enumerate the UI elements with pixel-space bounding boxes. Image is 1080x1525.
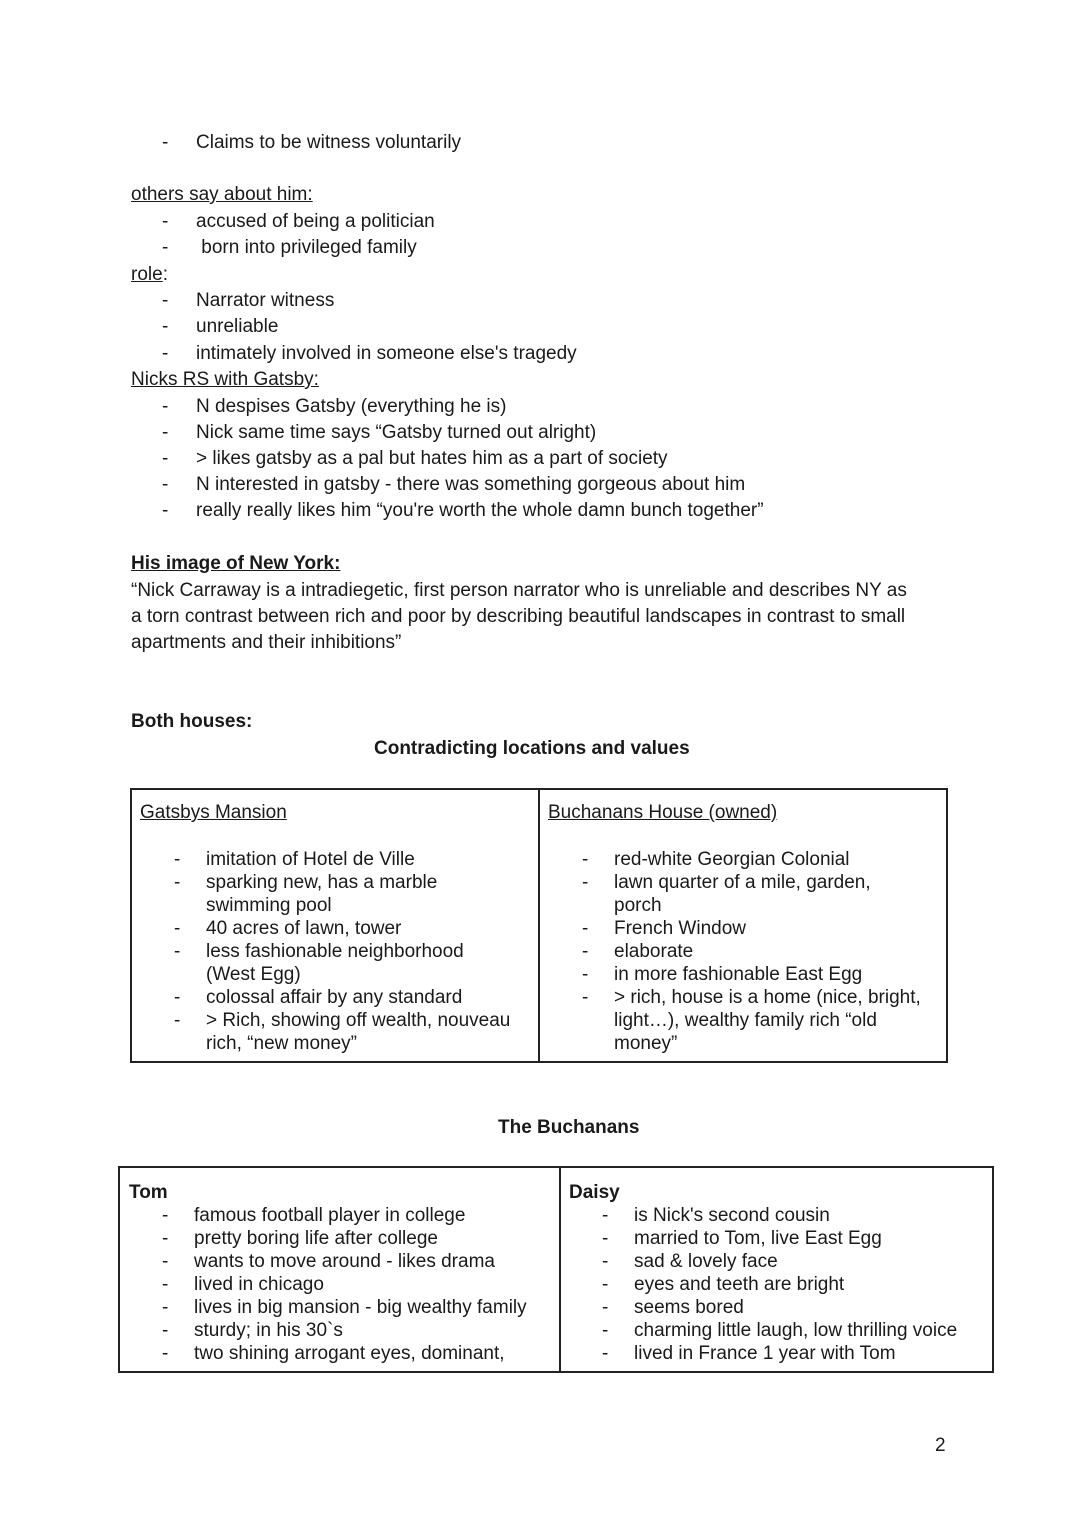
list-item-text: famous football player in college (194, 1205, 466, 1226)
gatsby-mansion-list (174, 848, 536, 1055)
dash: - (162, 132, 169, 153)
dash: - (174, 1010, 181, 1031)
list-item (174, 848, 536, 871)
list-item-text: lived in France 1 year with Tom (634, 1343, 896, 1364)
list-item-text: born into privileged family (196, 237, 417, 258)
dash: - (582, 918, 589, 939)
list-item-text: wants to move around - likes drama (194, 1251, 495, 1272)
dash: - (174, 987, 181, 1008)
gatsby-mansion-cell (131, 789, 539, 1062)
list-item-text: married to Tom, live East Egg (634, 1228, 882, 1249)
dash: - (162, 343, 169, 364)
buchanans-heading: The Buchanans (498, 1117, 640, 1138)
list-item-text: lawn quarter of a mile, garden, (614, 872, 871, 893)
dash: - (162, 1343, 169, 1364)
list-item-text: Nick same time says “Gatsby turned out alright) (196, 422, 597, 443)
list-item-text: red-white Georgian Colonial (614, 849, 850, 870)
dash: - (162, 237, 169, 258)
dash: - (162, 1274, 169, 1295)
dash: - (602, 1205, 609, 1226)
list-item-text: money” (614, 1033, 678, 1054)
dash: - (582, 941, 589, 962)
daisy-cell (560, 1167, 993, 1372)
houses-subheading: Contradicting locations and values (374, 738, 690, 759)
dash: - (162, 1297, 169, 1318)
list-item (582, 963, 944, 986)
gatsby-mansion-title: Gatsbys Mansion (140, 802, 287, 823)
list-item-text: > likes gatsby as a pal but hates him as a part of society (196, 448, 668, 469)
dash: - (582, 964, 589, 985)
list-item (174, 871, 536, 917)
list-item-text: 40 acres of lawn, tower (206, 918, 402, 939)
list-item (174, 986, 536, 1009)
dash: - (162, 290, 169, 311)
dash: - (174, 872, 181, 893)
list-item (162, 1250, 559, 1273)
others-heading: others say about him: (131, 184, 313, 205)
list-item-text: elaborate (614, 941, 694, 962)
list-item (162, 1273, 559, 1296)
role-heading-label: role (131, 264, 163, 285)
list-item (602, 1204, 994, 1227)
list-item-text: in more fashionable East Egg (614, 964, 863, 985)
list-item-text: lived in chicago (194, 1274, 324, 1295)
list-item (174, 1009, 536, 1055)
image-ny-line: apartments and their inhibitions” (131, 632, 402, 653)
tom-list (162, 1204, 559, 1365)
tom-cell (119, 1167, 560, 1372)
dash: - (602, 1274, 609, 1295)
houses-table (130, 788, 948, 1063)
list-item (582, 940, 944, 963)
list-item-text: unreliable (196, 316, 279, 337)
dash: - (162, 1320, 169, 1341)
dash: - (602, 1320, 609, 1341)
list-item-text: sparking new, has a marble (206, 872, 438, 893)
list-item (602, 1250, 994, 1273)
list-item (162, 1204, 559, 1227)
list-item (602, 1227, 994, 1250)
list-item (162, 1319, 559, 1342)
list-item-text: pretty boring life after college (194, 1228, 438, 1249)
dash: - (162, 316, 169, 337)
image-ny-line: “Nick Carraway is a intradiegetic, first person narrator who is unreliable and describes NY as (131, 580, 907, 601)
list-item-text: accused of being a politician (196, 211, 435, 232)
dash: - (174, 941, 181, 962)
dash: - (602, 1343, 609, 1364)
dash: - (582, 872, 589, 893)
dash: - (162, 422, 169, 443)
dash: - (162, 1228, 169, 1249)
list-item-text: N interested in gatsby - there was something gorgeous about him (196, 474, 746, 495)
rs-heading: Nicks RS with Gatsby: (131, 369, 319, 390)
list-item-text: > rich, house is a home (nice, bright, (614, 987, 921, 1008)
dash: - (162, 396, 169, 417)
page-number: 2 (935, 1435, 946, 1456)
dash: - (162, 211, 169, 232)
list-item-text: sad & lovely face (634, 1251, 778, 1272)
list-item (582, 871, 944, 917)
list-item (582, 986, 944, 1055)
dash: - (162, 448, 169, 469)
list-item-text: less fashionable neighborhood (206, 941, 464, 962)
dash: - (162, 1251, 169, 1272)
list-item-text: light…), wealthy family rich “old (614, 1010, 877, 1031)
intro-bullet-text: Claims to be witness voluntarily (196, 132, 462, 153)
houses-heading: Both houses: (131, 711, 253, 732)
list-item-text: N despises Gatsby (everything he is) (196, 396, 507, 417)
list-item-text: colossal affair by any standard (206, 987, 463, 1008)
dash: - (582, 987, 589, 1008)
list-item-text: > Rich, showing off wealth, nouveau (206, 1010, 511, 1031)
list-item (602, 1273, 994, 1296)
list-item-text: French Window (614, 918, 746, 939)
list-item-text: Narrator witness (196, 290, 335, 311)
daisy-title: Daisy (569, 1182, 620, 1203)
dash: - (602, 1228, 609, 1249)
dash: - (602, 1297, 609, 1318)
role-heading (131, 262, 168, 288)
dash: - (162, 500, 169, 521)
list-item-text: sturdy; in his 30`s (194, 1320, 343, 1341)
list-item (162, 1342, 559, 1365)
buchanans-house-title: Buchanans House (owned) (548, 802, 778, 823)
dash: - (162, 1205, 169, 1226)
image-ny-heading: His image of New York: (131, 553, 341, 574)
list-item (582, 848, 944, 871)
list-item (582, 917, 944, 940)
dash: - (174, 849, 181, 870)
list-item (162, 1296, 559, 1319)
list-item-text: eyes and teeth are bright (634, 1274, 845, 1295)
list-item-text: rich, “new money” (206, 1033, 357, 1054)
list-item (174, 940, 536, 986)
dash: - (582, 849, 589, 870)
buchanans-table (118, 1166, 994, 1373)
list-item-text: two shining arrogant eyes, dominant, (194, 1343, 505, 1364)
role-heading-colon: : (162, 264, 168, 285)
list-item-text: seems bored (634, 1297, 744, 1318)
list-item-text: imitation of Hotel de Ville (206, 849, 415, 870)
dash: - (602, 1251, 609, 1272)
list-item-text: really really likes him “you're worth the whole damn bunch together” (196, 500, 764, 521)
dash: - (174, 918, 181, 939)
buchanans-house-cell (539, 789, 947, 1062)
list-item (162, 1227, 559, 1250)
dash: - (162, 474, 169, 495)
list-item-text: intimately involved in someone else's tragedy (196, 343, 577, 364)
list-item-text: charming little laugh, low thrilling voice (634, 1320, 958, 1341)
list-item-text: is Nick's second cousin (634, 1205, 830, 1226)
list-item (602, 1296, 994, 1319)
daisy-list (602, 1204, 994, 1365)
list-item (602, 1319, 994, 1342)
list-item (174, 917, 536, 940)
list-item (602, 1342, 994, 1365)
list-item-text: porch (614, 895, 662, 916)
tom-title: Tom (129, 1182, 168, 1203)
buchanans-house-list (582, 848, 944, 1055)
list-item-text: lives in big mansion - big wealthy family (194, 1297, 527, 1318)
list-item-text: (West Egg) (206, 964, 301, 985)
image-ny-line: a torn contrast between rich and poor by describing beautiful landscapes in contrast to small (131, 606, 906, 627)
list-item-text: swimming pool (206, 895, 332, 916)
